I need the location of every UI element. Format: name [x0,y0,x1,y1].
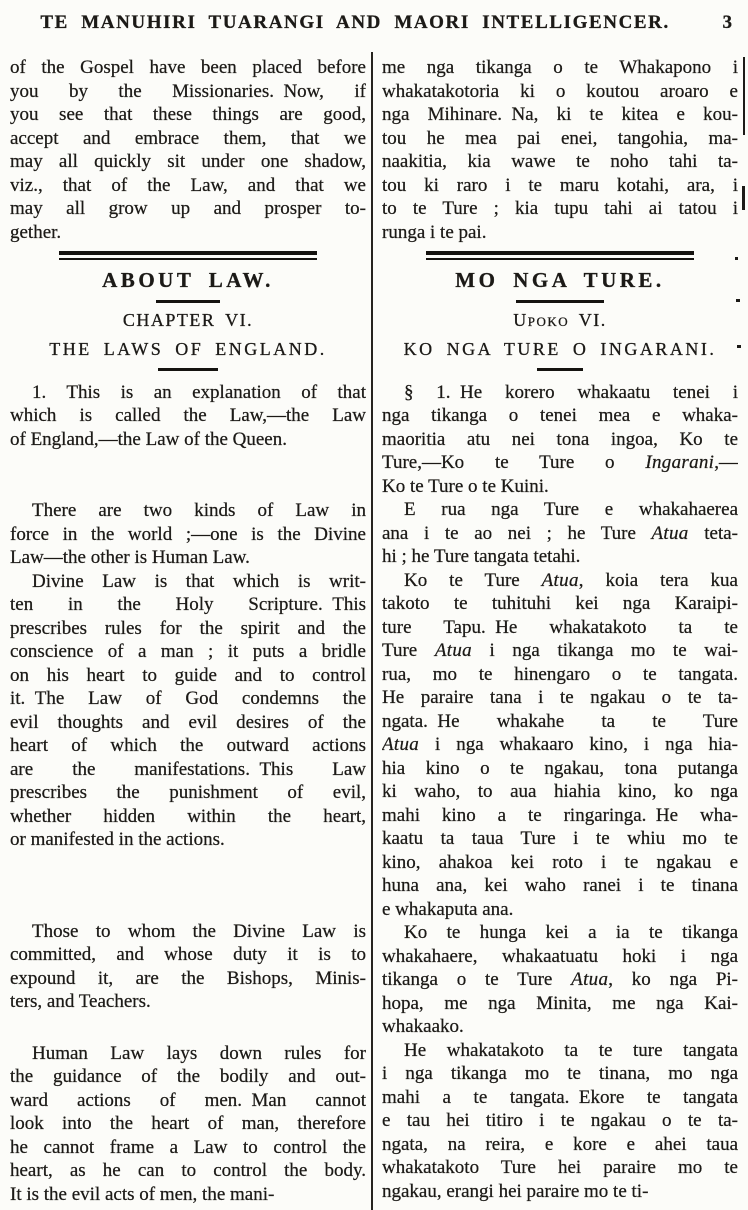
scan-artifact [736,299,740,302]
left-column-english [10,56,366,1206]
text-line: on his heart to guide and to control [10,664,366,686]
newspaper-title: TE MANUHIRI TUARANGI AND MAORI INTELLIGENCER. [40,12,670,33]
divider-rule [537,368,583,371]
paragraph [10,1042,366,1207]
text-line: E rua nga Ture e whakahaerea [404,499,738,520]
text-line: of the Gospel have been placed before [10,57,366,78]
text-line: he cannot frame a Law to control the [10,1136,366,1158]
text-line: prescribes the punishment of evil, [10,782,366,803]
section-heading-block [382,251,738,371]
paragraph [382,921,738,1039]
text-line: ki waho, to aua hiahia kino, ko nga [382,781,738,802]
text-line: nga Mihinare. Na, ki te kitea e kou- [382,104,738,125]
divider-rule [156,300,220,303]
text-line: of England,—the Law of the Queen. [10,428,287,450]
text-line: ana i te ao nei ; he Ture Atua teta- [382,522,738,544]
text-line: naakitia, kia wawe te noho tahi ta- [382,151,738,172]
text-line: viz., that of the Law, and that we [10,174,366,196]
column-divider-rule [371,52,373,1210]
text-line: whakaako. [382,1016,464,1037]
text-line: hopa, me nga Minita, me nga Kai- [382,992,738,1014]
text-line: There are two kinds of Law in [32,500,366,521]
text-line: Those to whom the Divine Law is [32,920,366,942]
paragraph [10,499,366,570]
paragraph [382,381,738,499]
text-line: prescribes rules for the spirit and the [10,617,366,639]
right-column-maori [382,56,738,1203]
double-rule [426,251,694,260]
text-line: hi ; he Ture tangata tetahi. [382,546,581,567]
text-line: huna ana, kei waho ranei i te tinana [382,875,738,896]
section-heading-block [10,251,366,371]
text-line: tou ki raro i te maru kotahi, ara, i [382,174,738,196]
text-line: kino, ahakoa kei roto i te ngakau e [382,851,738,873]
text-line: ters, and Teachers. [10,991,151,1012]
text-line: e tau hei titiro i te ngakau o te ta- [382,1110,738,1131]
chapter-subtitle: KO NGA TURE O INGARANI. [403,339,717,359]
scan-artifact [742,186,745,210]
scan-artifact [735,257,738,260]
text-line: evil thoughts and evil desires of the [10,711,366,733]
text-line: tou he mea pai enei, tangohia, ma- [382,127,738,149]
section-title: MO NGA TURE. [455,268,665,292]
text-line: Ko te Ture Atua, koia tera kua [404,569,738,591]
masthead [0,8,748,44]
text-line: you see that these things are good, [10,104,366,125]
text-line: or manifested in the actions. [10,829,225,850]
text-line: whakatakotoria ki o koutou aroaro e [382,80,738,102]
text-line: me nga tikanga o te Whakapono i [382,57,738,78]
text-line: are the manifestations. This Law [10,758,366,780]
text-line: ngakau, erangi hei paraire mo te ti- [382,1180,649,1202]
divider-rule [158,368,218,371]
paragraph [10,920,366,1014]
text-line: Ko te hunga kei a ia te tikanga [404,922,738,943]
chapter-subtitle: THE LAWS OF ENGLAND. [49,339,327,359]
text-line: force in the world ;—one is the Divine [10,523,366,545]
chapter-heading: Upoko VI. [513,309,607,330]
text-line: Human Law lays down rules for [32,1042,366,1064]
text-line: kaatu ta taua Ture i te whiu mo te [382,828,738,849]
text-line: mahi a te tangata. Ekore te tangata [382,1086,738,1108]
text-line: gether. [10,221,62,243]
text-line: Ko te Ture o te Kuini. [382,475,549,497]
text-line: may all quickly sit under one shadow, [10,151,366,172]
paragraph [382,569,738,922]
text-line: ten in the Holy Scripture. This [10,594,366,615]
text-line: Ture Atua i nga tikanga mo te wai- [382,640,738,661]
text-line: you by the Missionaries. Now, if [10,80,366,102]
text-line: hia kino o te ngakau, tona putanga [382,757,738,779]
text-line: whakahaere, whakaatuatu hoki i nga [382,945,738,967]
text-line: § 1. He korero whakaatu tenei i [404,381,738,403]
text-line: the guidance of the bodily and out- [10,1066,366,1087]
text-line: takoto te tuhituhi kei nga Karaipi- [382,593,738,614]
text-line: i nga tikanga mo te tinana, mo nga [382,1063,738,1084]
text-line: expound it, are the Bishops, Minis- [10,967,366,989]
text-line: He whakatakoto ta te ture tangata [404,1039,738,1061]
text-line: rua, mo te hinengaro o te tangata. [382,663,738,685]
text-line: ture Tapu. He whakatakoto ta te [382,616,738,638]
chapter-heading: CHAPTER VI. [122,309,254,330]
paragraph [382,1039,738,1204]
text-line: which is called the Law,—the Law [10,405,366,426]
text-line: Divine Law is that which is writ- [32,570,366,592]
text-line: committed, and whose duty it is to [10,944,366,965]
text-line: maoritia atu nei tona ingoa, Ko te [382,428,738,450]
divider-rule [516,300,604,303]
text-line: conscience of a man ; it puts a bridle [10,641,366,662]
text-line: 1. This is an explanation of that [32,381,366,403]
text-line: mahi kino a te ringaringa. He wha- [382,804,738,826]
text-line: to te Ture ; kia tupu tahi ai tatou i [382,198,738,219]
text-line: may all grow up and prosper to- [10,198,366,219]
paragraph [10,381,366,452]
paragraph [10,570,366,852]
scan-artifact [737,345,741,348]
text-line: He paraire tana i te ngakau o te ta- [382,687,738,708]
text-line: ngata, na reira, e kore e ahei taua [382,1133,738,1155]
paragraph-continuation [382,56,738,244]
double-rule [59,251,317,260]
text-line: Atua i nga whakaaro kino, i nga hia- [382,734,738,755]
text-line: look into the heart of man, therefore [10,1113,366,1134]
text-line: whether hidden within the heart, [10,805,366,827]
page-number: 3 [722,12,732,33]
text-line: nga tikanga o tenei mea e whaka- [382,405,738,426]
text-line: tikanga o te Ture Atua, ko nga Pi- [382,969,738,990]
paragraph [382,498,738,569]
text-line: Law—the other is Human Law. [10,547,250,568]
scan-artifact [743,57,745,135]
paragraph-continuation [10,56,366,244]
text-line: heart of which the outward actions [10,735,366,756]
section-title: ABOUT LAW. [102,268,274,292]
text-line: It is the evil acts of men, the mani- [10,1183,275,1205]
text-line: it. The Law of God condemns the [10,688,366,709]
text-line: e whakaputa ana. [382,898,514,920]
text-line: whakatakoto Ture hei paraire mo te [382,1157,738,1178]
text-line: ngata. He whakahe ta te Ture [382,710,738,732]
text-line: accept and embrace them, that we [10,127,366,149]
text-line: Ture,—Ko te Ture o Ingarani,— [382,452,738,473]
text-line: runga i te pai. [382,221,487,243]
text-line: heart, as he can to control the body. [10,1160,366,1181]
text-line: ward actions of men. Man cannot [10,1089,366,1111]
